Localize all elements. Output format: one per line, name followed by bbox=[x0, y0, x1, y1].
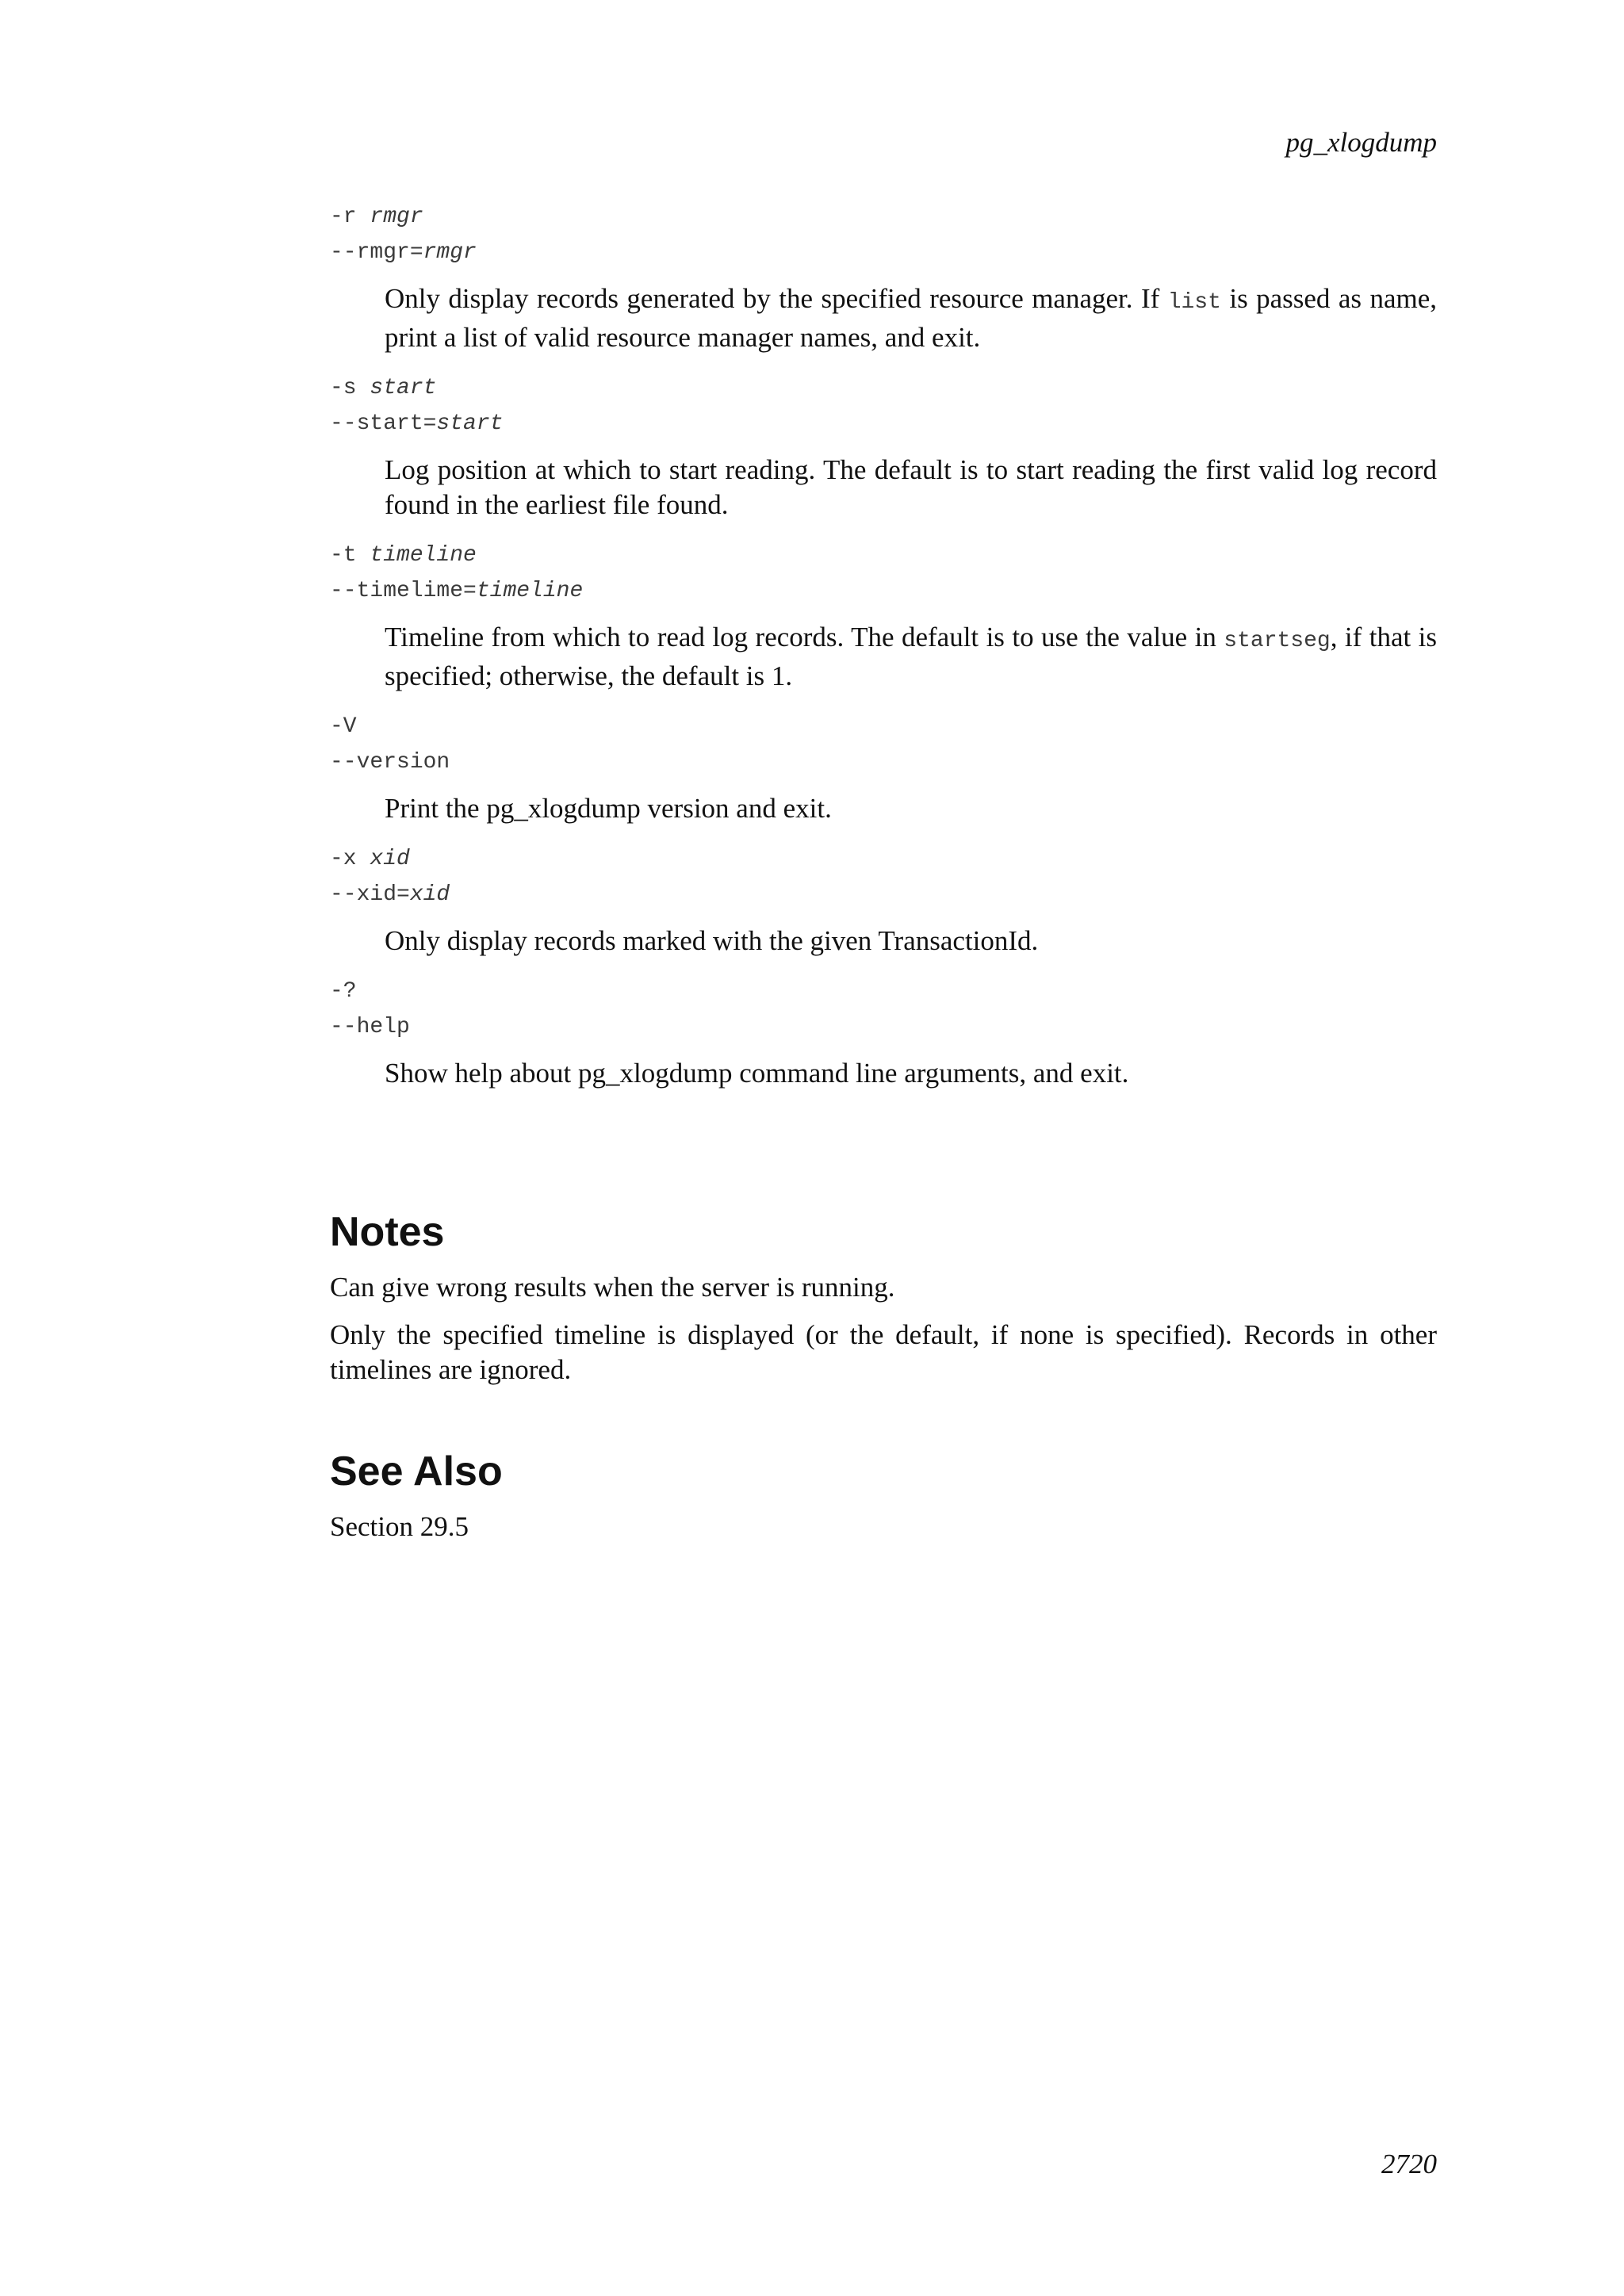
option-description: Show help about pg_xlogdump command line arguments, and exit. bbox=[385, 1058, 1129, 1089]
option-timeline bbox=[330, 538, 1437, 694]
option-description: Only display records marked with the given TransactionId. bbox=[385, 925, 1039, 956]
notes-paragraph: Only the specified timeline is displayed (or the default, if none is specified). Records in other timelines are ignored. bbox=[330, 1319, 1437, 1385]
option-description: Timeline from which to read log records. The default is to use the value in startseg, if that is specified; otherwise, the default is 1. bbox=[385, 622, 1438, 691]
running-header: pg_xlogdump bbox=[1285, 127, 1437, 158]
option-short-flag: -r rmgr bbox=[330, 205, 423, 229]
option-long-flag: --xid=xid bbox=[330, 882, 450, 907]
option-start bbox=[330, 371, 1437, 522]
option-long-flag: --version bbox=[330, 749, 450, 775]
page-number: 2720 bbox=[1381, 2149, 1437, 2179]
notes-section bbox=[330, 1208, 1437, 1387]
see-also-reference: Section 29.5 bbox=[330, 1511, 469, 1542]
option-rmgr bbox=[330, 200, 1437, 355]
see-also-section bbox=[330, 1448, 1437, 1544]
option-description: Print the pg_xlogdump version and exit. bbox=[385, 793, 832, 824]
option-long-flag: --start=start bbox=[330, 411, 504, 436]
inline-code: startseg bbox=[1224, 629, 1331, 653]
page-content bbox=[330, 200, 1437, 1557]
option-short-flag: -V bbox=[330, 714, 357, 739]
option-long-flag: --timelime=timeline bbox=[330, 578, 584, 603]
option-long-flag: --help bbox=[330, 1014, 410, 1039]
option-short-flag: -? bbox=[330, 979, 357, 1004]
option-version bbox=[330, 710, 1437, 826]
option-short-flag: -t timeline bbox=[330, 543, 477, 568]
inline-code: list bbox=[1167, 290, 1221, 315]
notes-paragraph: Can give wrong results when the server is running. bbox=[330, 1272, 895, 1303]
option-xid bbox=[330, 842, 1437, 959]
option-description: Log position at which to start reading. The default is to start reading the first valid log record found in the earliest file found. bbox=[385, 454, 1437, 520]
option-short-flag: -s start bbox=[330, 376, 437, 400]
option-description: Only display records generated by the specified resource manager. If list is passed as name, print a list of valid resource manager names, and exit. bbox=[385, 283, 1437, 353]
see-also-heading: See Also bbox=[330, 1448, 503, 1494]
option-long-flag: --rmgr=rmgr bbox=[330, 239, 477, 265]
option-short-flag: -x xid bbox=[330, 847, 410, 871]
option-help bbox=[330, 974, 1437, 1091]
notes-heading: Notes bbox=[330, 1209, 445, 1255]
